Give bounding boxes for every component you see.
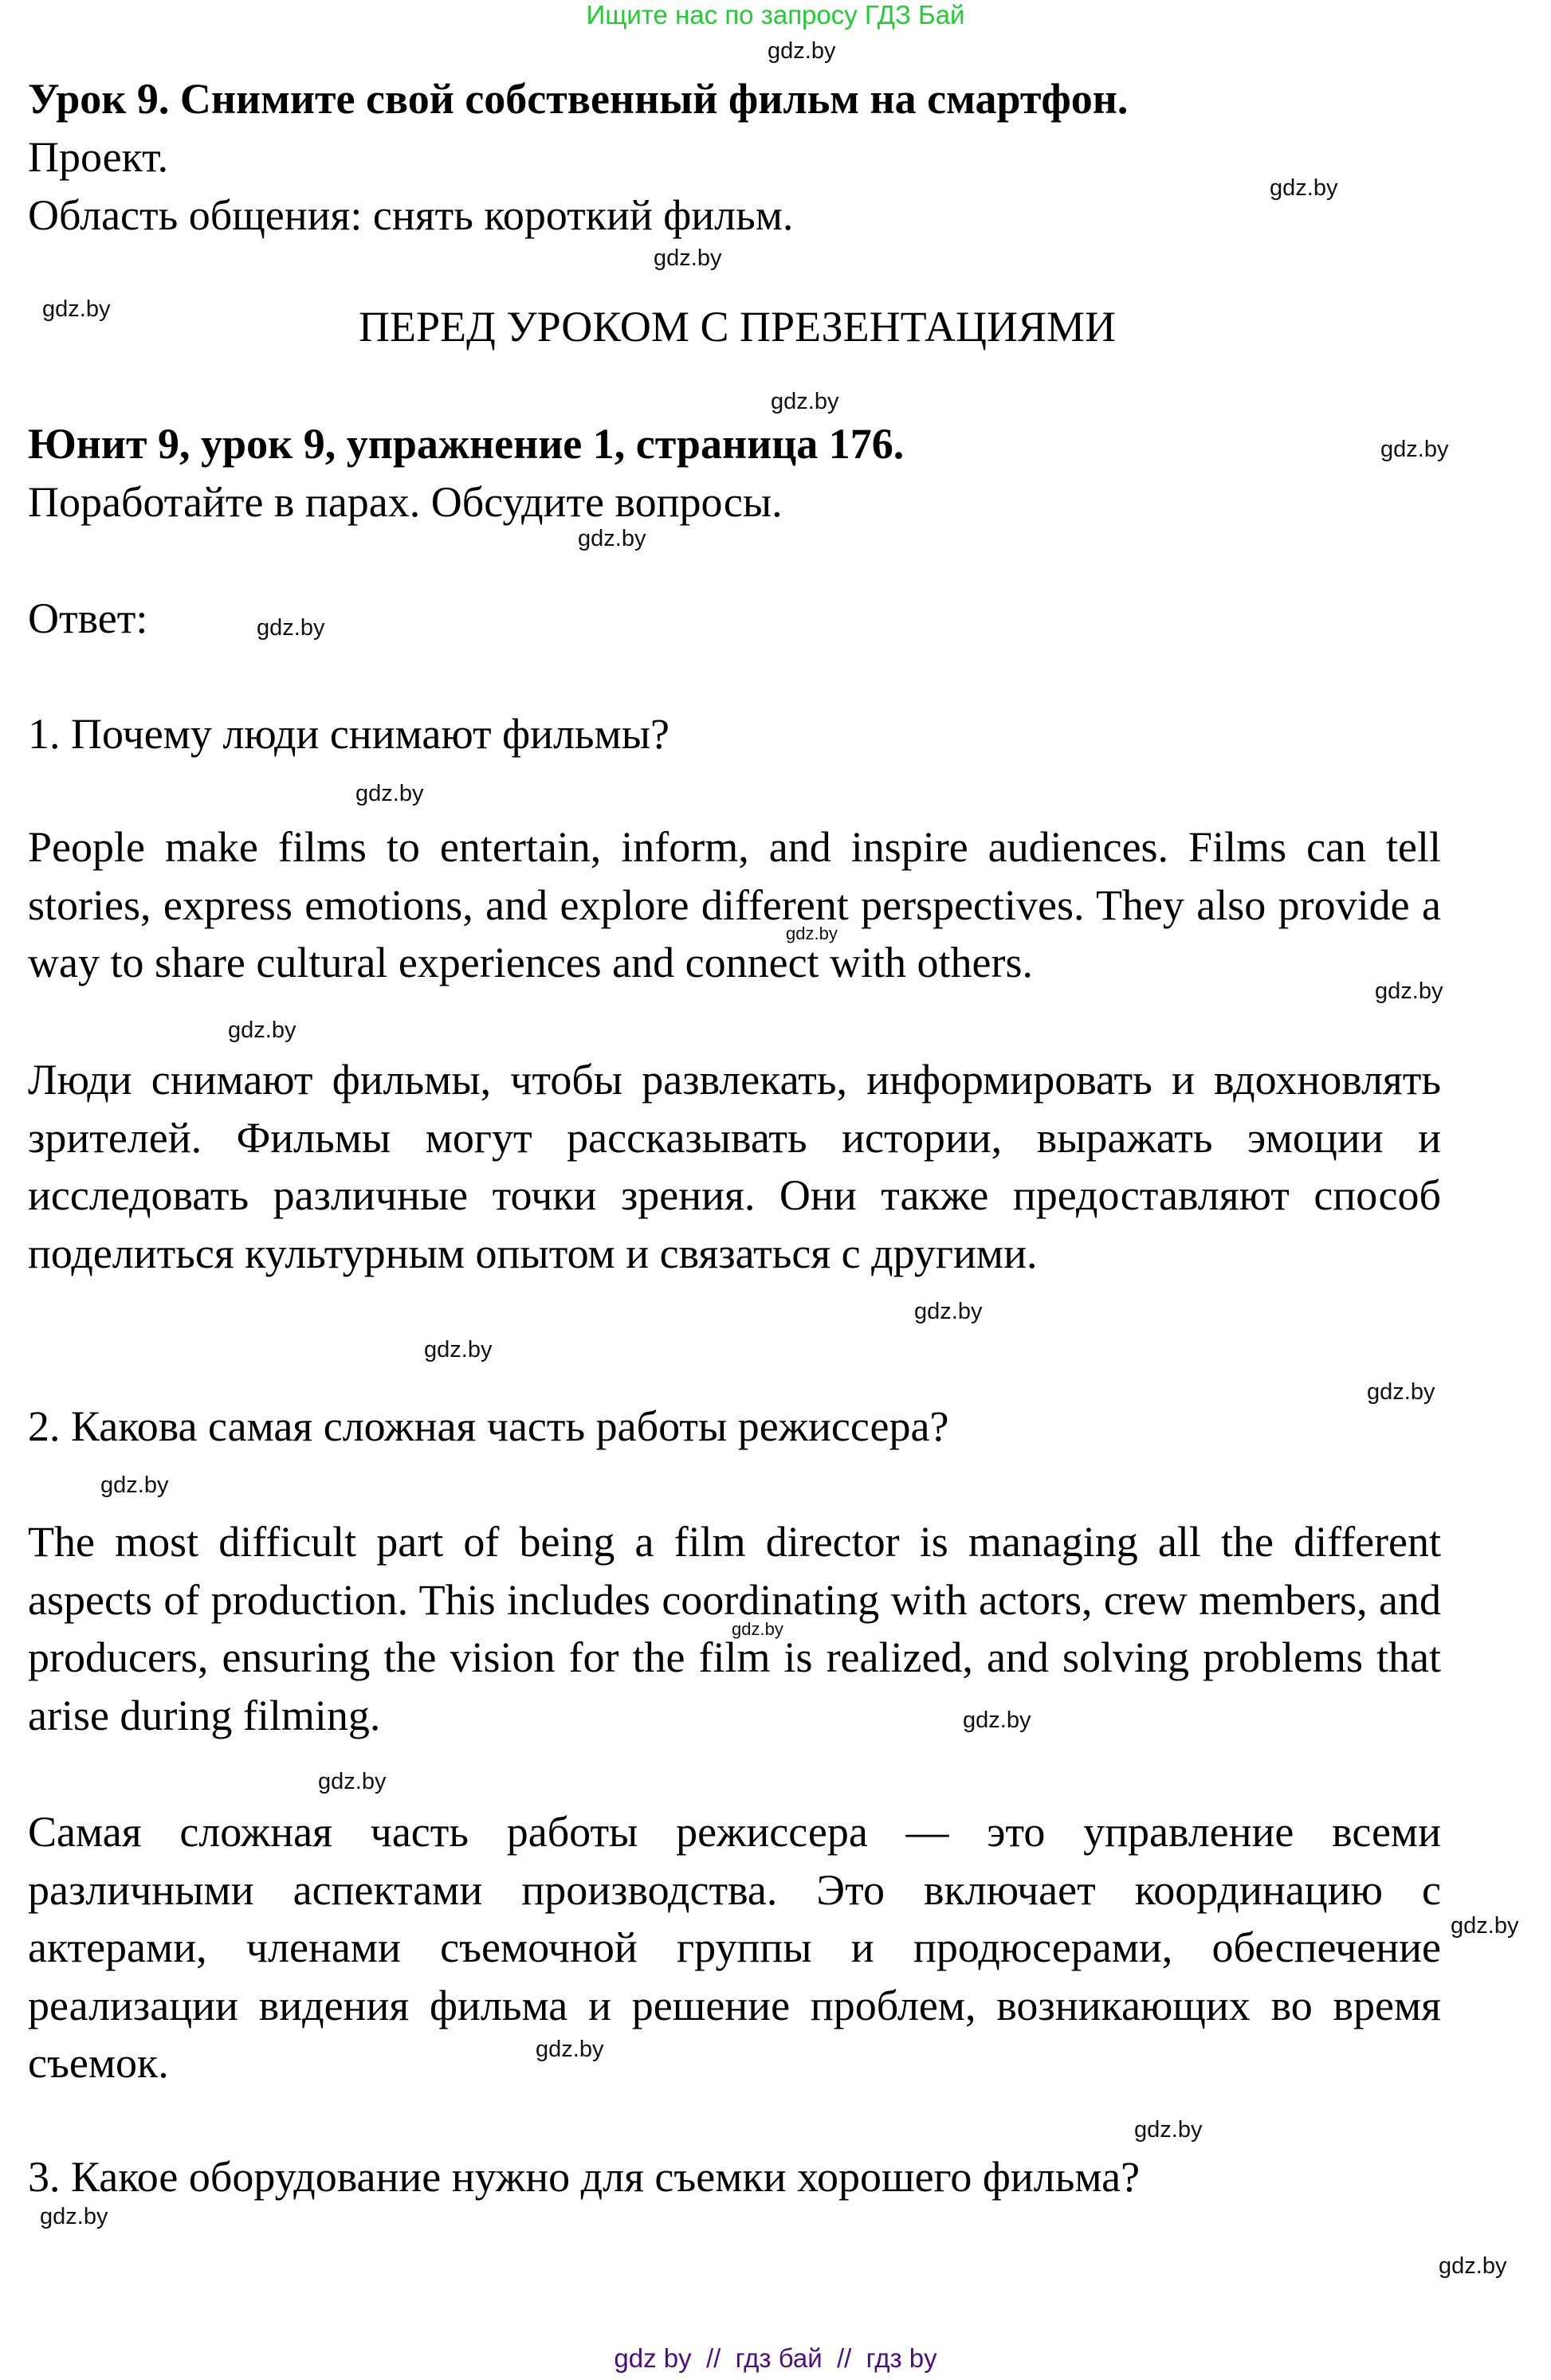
answer-2-english: The most difficult part of being a film director is managing all the different aspects of production. This includes coordinating with actors, crew members, and producers, ensuring the vision for the film is realized, and solving problems that arise during filming. <box>28 1518 1441 1739</box>
communication-area: Область общения: снять короткий фильм. <box>28 191 794 239</box>
answer-1-english: People make films to entertain, inform, and inspire audiences. Films can tell stories, express emotions, and explore different perspectives. They also provide a way to share cultural experiences and connect with others. <box>28 823 1441 986</box>
watermark: gdz.by <box>654 245 722 271</box>
watermark: gdz.by <box>786 923 838 943</box>
watermark: gdz.by <box>228 1017 296 1043</box>
footer-site-links[interactable]: gdz by // гдз бай // гдз by <box>614 2343 937 2373</box>
watermark: gdz.by <box>1367 1379 1435 1405</box>
lesson-title: Урок 9. Снимите свой собственный фильм на смартфон. <box>28 75 1129 123</box>
watermark: gdz.by <box>914 1299 983 1324</box>
answer-1-russian: Люди снимают фильмы, чтобы развлекать, информировать и вдохновлять зрителей. Фильмы могут рассказывать истории, выражать эмоции и исследовать различные точки зрения. Они также предоставляют способ поделиться культурным опытом и связаться с другими. <box>28 1056 1441 1277</box>
answer-label: Ответ: <box>28 594 148 642</box>
watermark: gdz.by <box>1270 175 1338 201</box>
question-3: 3. Какое оборудование нужно для съемки хорошего фильма? <box>28 2153 1141 2201</box>
exercise-reference: Юнит 9, урок 9, упражнение 1, страница 176. <box>28 420 905 468</box>
watermark: gdz.by <box>42 296 111 322</box>
watermark: gdz.by <box>768 38 836 64</box>
question-1: 1. Почему люди снимают фильмы? <box>28 710 669 758</box>
watermark: gdz.by <box>963 1708 1031 1733</box>
watermark: gdz.by <box>732 1619 783 1639</box>
exercise-instruction: Поработайте в парах. Обсудите вопросы. <box>28 478 783 526</box>
watermark: gdz.by <box>1134 2117 1203 2143</box>
watermark: gdz.by <box>100 1472 169 1498</box>
watermark: gdz.by <box>318 1769 387 1794</box>
watermark: gdz.by <box>1380 437 1449 462</box>
answer-2-russian: Самая сложная часть работы режиссера — это управление всеми различными аспектами производства. Это включает координацию с актерами, членами съемочной группы и продюсерами, обеспечение реализации видения фильма и решение проблем, возникающих во время съемок. <box>28 1808 1441 2087</box>
watermark: gdz.by <box>40 2204 108 2229</box>
watermark: gdz.by <box>424 1337 493 1363</box>
section-heading: ПЕРЕД УРОКОМ С ПРЕЗЕНТАЦИЯМИ <box>359 303 1116 351</box>
question-2: 2. Какова самая сложная часть работы режиссера? <box>28 1402 949 1450</box>
watermark: gdz.by <box>1451 1913 1519 1939</box>
watermark: gdz.by <box>771 389 839 414</box>
watermark: gdz.by <box>578 526 646 551</box>
search-hint-link[interactable]: Ищите нас по запросу ГДЗ Бай <box>586 0 965 29</box>
watermark: gdz.by <box>1439 2253 1507 2279</box>
watermark: gdz.by <box>536 2037 604 2062</box>
lesson-type: Проект. <box>28 133 169 181</box>
watermark: gdz.by <box>1375 978 1443 1004</box>
watermark: gdz.by <box>355 781 424 806</box>
watermark: gdz.by <box>257 615 325 641</box>
